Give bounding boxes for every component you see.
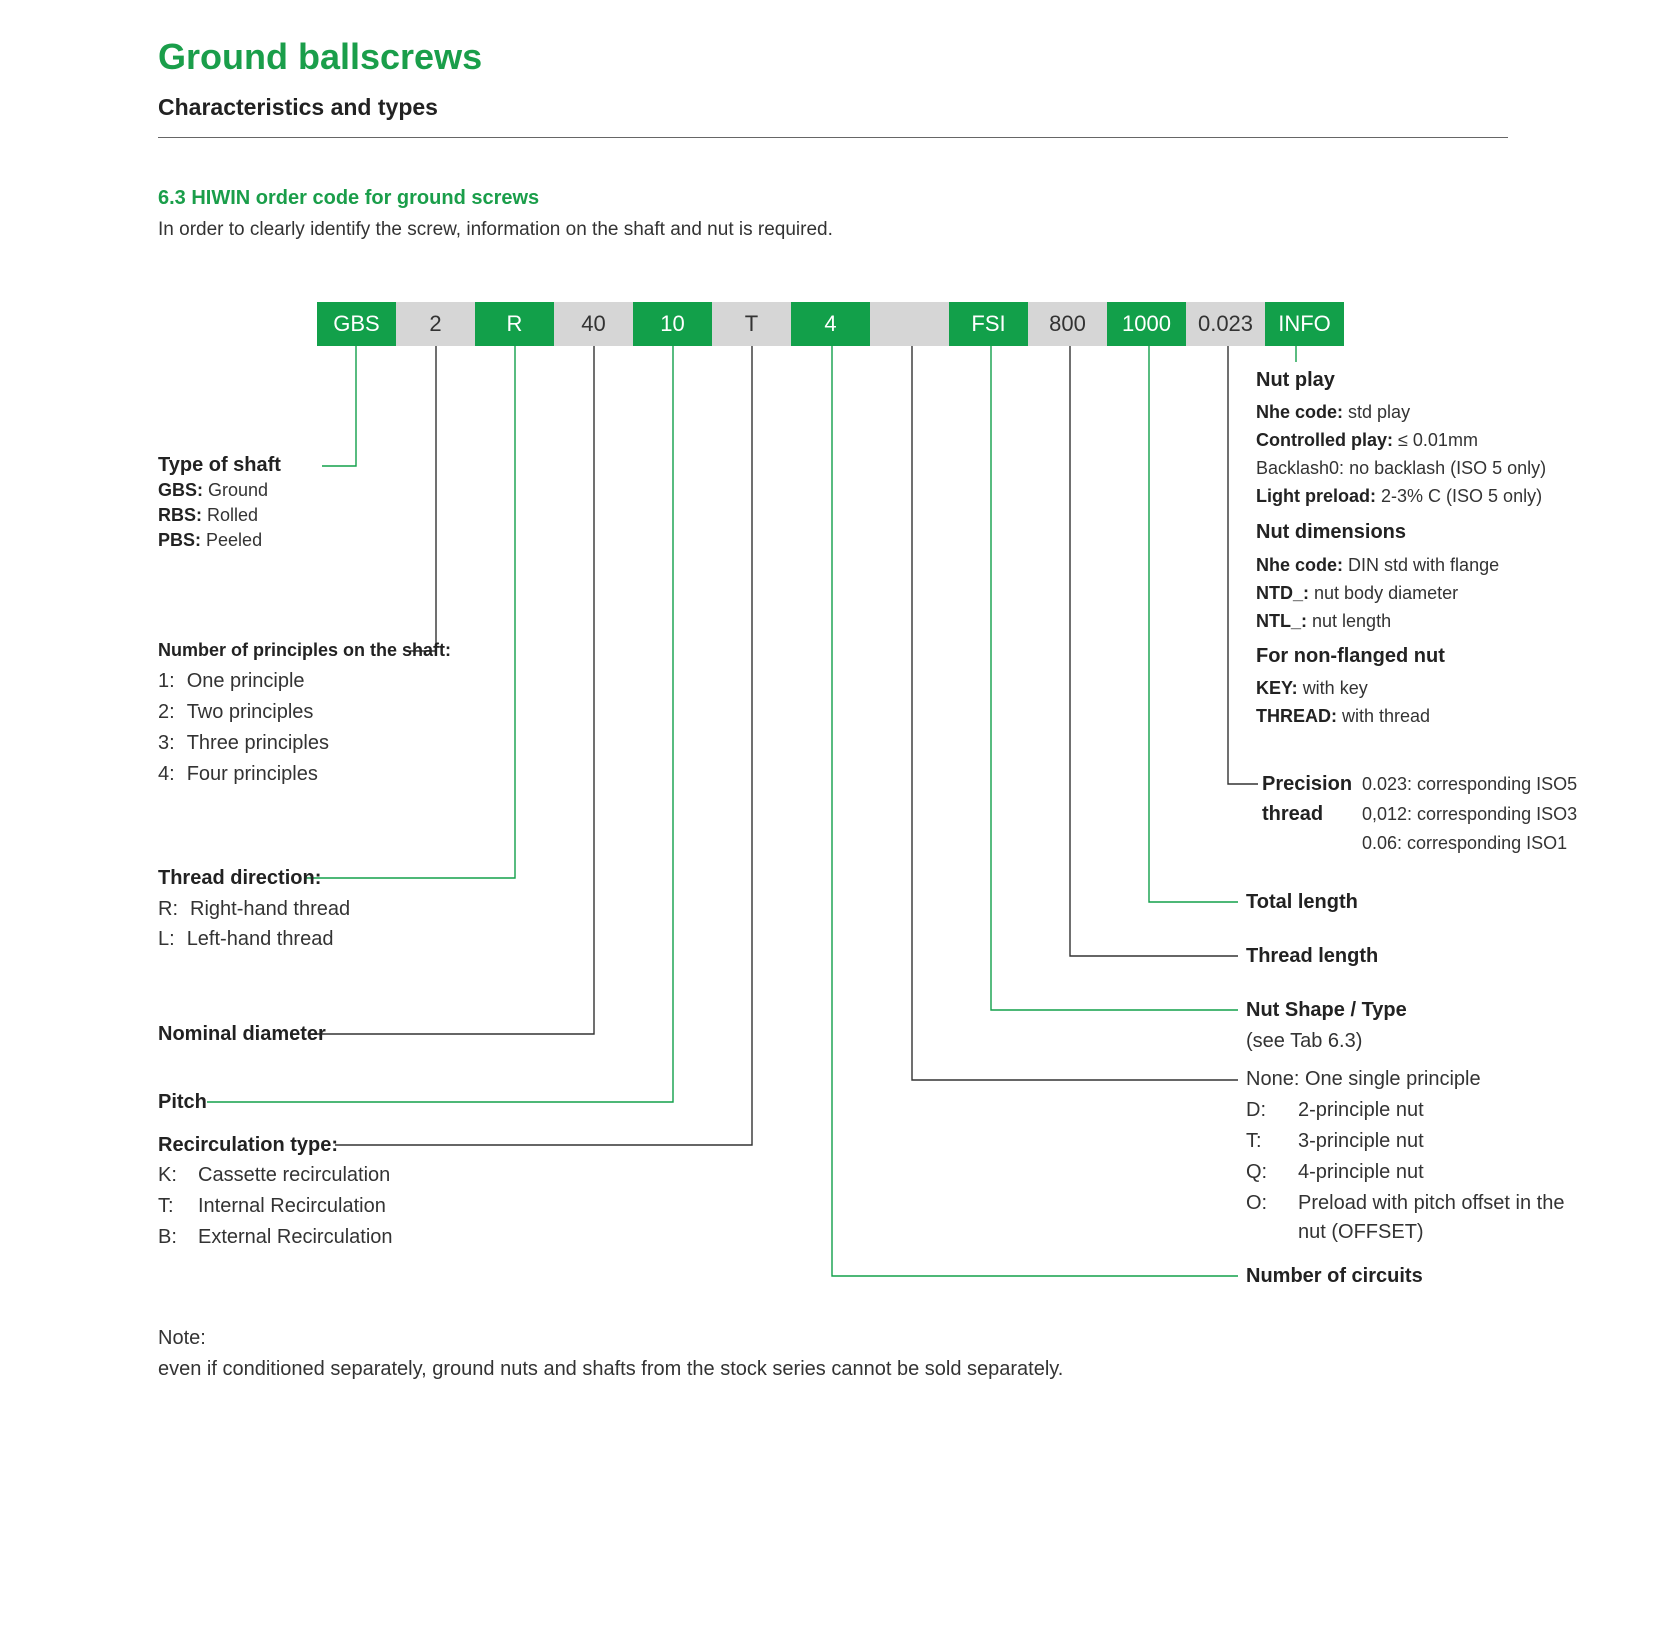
connector-total-length [1149,346,1238,902]
connector-precision [1228,346,1258,784]
connector-thread-length [1070,346,1238,956]
page-title: Ground ballscrews [158,36,483,77]
list-item: Q: 4-principle nut [1246,1161,1424,1183]
number-of-circuits-label: Number of circuits [1246,1265,1423,1287]
list-item: RBS: Rolled [158,505,259,525]
list-item: T: Internal Recirculation [158,1195,386,1217]
list-item: PBS: Peeled [158,530,263,550]
list-item: B: External Recirculation [158,1226,393,1248]
shaft-title: Type of shaft [158,454,281,476]
list-item: O: Preload with pitch offset in the [1246,1192,1565,1214]
connector-circuits [832,346,1238,1276]
list-item: Nhe code: std play [1256,402,1411,422]
list-item: Nhe code: DIN std with flange [1256,555,1500,575]
note-label: Note: [158,1327,206,1349]
list-item: D: 2-principle nut [1246,1099,1424,1121]
list-item: 2: Two principles [158,701,314,723]
connector-nominal [313,346,594,1034]
list-item: T: 3-principle nut [1246,1130,1424,1152]
list-item: GBS: Ground [158,480,269,500]
list-item: K: Cassette recirculation [158,1164,391,1186]
thread-length-label: Thread length [1246,945,1379,967]
code-cell-shaft: GBS [317,302,396,346]
connector-nut-principle [912,346,1238,1080]
code-cell-nut-shape: FSI [949,302,1028,346]
list-item: R: Right-hand thread [158,898,351,920]
total-length-label: Total length [1246,891,1358,913]
connector-recirc [335,346,752,1145]
code-cell-info: INFO [1265,302,1344,346]
connector-principles [410,346,436,651]
list-item: None: One single principle [1246,1068,1481,1090]
section-heading: 6.3 HIWIN order code for ground screws [158,187,540,209]
direction-title: Thread direction: [158,867,322,889]
principles-title: Number of principles on the shaft: [158,640,452,660]
nut-shape-title: Nut Shape / Type [1246,999,1407,1021]
code-cell-principles: 2 [396,302,475,346]
list-item: Backlash0: no backlash (ISO 5 only) [1256,458,1547,478]
non-flanged-title: For non-flanged nut [1256,645,1445,667]
pitch-label: Pitch [158,1091,207,1113]
code-cell-pitch: 10 [633,302,712,346]
nominal-diameter-label: Nominal diameter [158,1023,326,1045]
connector-nut-shape [991,346,1238,1010]
precision-value: 0.06: corresponding ISO1 [1362,833,1568,853]
code-cell-circuits: 4 [791,302,870,346]
nut-shape-sub: (see Tab 6.3) [1246,1030,1363,1052]
list-item: Light preload: 2-3% C (ISO 5 only) [1256,486,1543,506]
section-intro: In order to clearly identify the screw, information on the shaft and nut is required. [158,219,833,240]
precision-title-1: Precision [1262,773,1353,795]
precision-value: 0,012: corresponding ISO3 [1362,804,1578,824]
connector-shaft [322,346,356,466]
list-item: NTD_: nut body diameter [1256,583,1459,603]
list-item: 3: Three principles [158,732,329,754]
list-item: KEY: with key [1256,678,1368,698]
note-text: even if conditioned separately, ground nuts and shafts from the stock series cannot be sold separately. [158,1358,1064,1380]
order-code-bar [317,302,1344,346]
code-cell-precision: 0.023 [1186,302,1265,346]
nut-dimensions-title: Nut dimensions [1256,521,1407,543]
code-cell-direction: R [475,302,554,346]
recirc-title: Recirculation type: [158,1134,339,1156]
nut-play-title: Nut play [1256,369,1335,391]
connector-direction [305,346,515,878]
list-item: L: Left-hand thread [158,928,334,950]
precision-title-2: thread [1262,803,1324,825]
code-cell-thread-length: 800 [1028,302,1107,346]
page-subtitle: Characteristics and types [158,94,438,120]
list-item-continuation: nut (OFFSET) [1298,1221,1424,1243]
code-cell-total-length: 1000 [1107,302,1186,346]
code-cell-nominal: 40 [554,302,633,346]
list-item: Controlled play: ≤ 0.01mm [1256,430,1478,450]
precision-value: 0.023: corresponding ISO5 [1362,774,1578,794]
list-item: 4: Four principles [158,763,318,785]
list-item: THREAD: with thread [1256,706,1431,726]
code-cell-recirc: T [712,302,791,346]
code-cell-nut-principle [870,302,949,346]
list-item: 1: One principle [158,670,305,692]
list-item: NTL_: nut length [1256,611,1392,631]
